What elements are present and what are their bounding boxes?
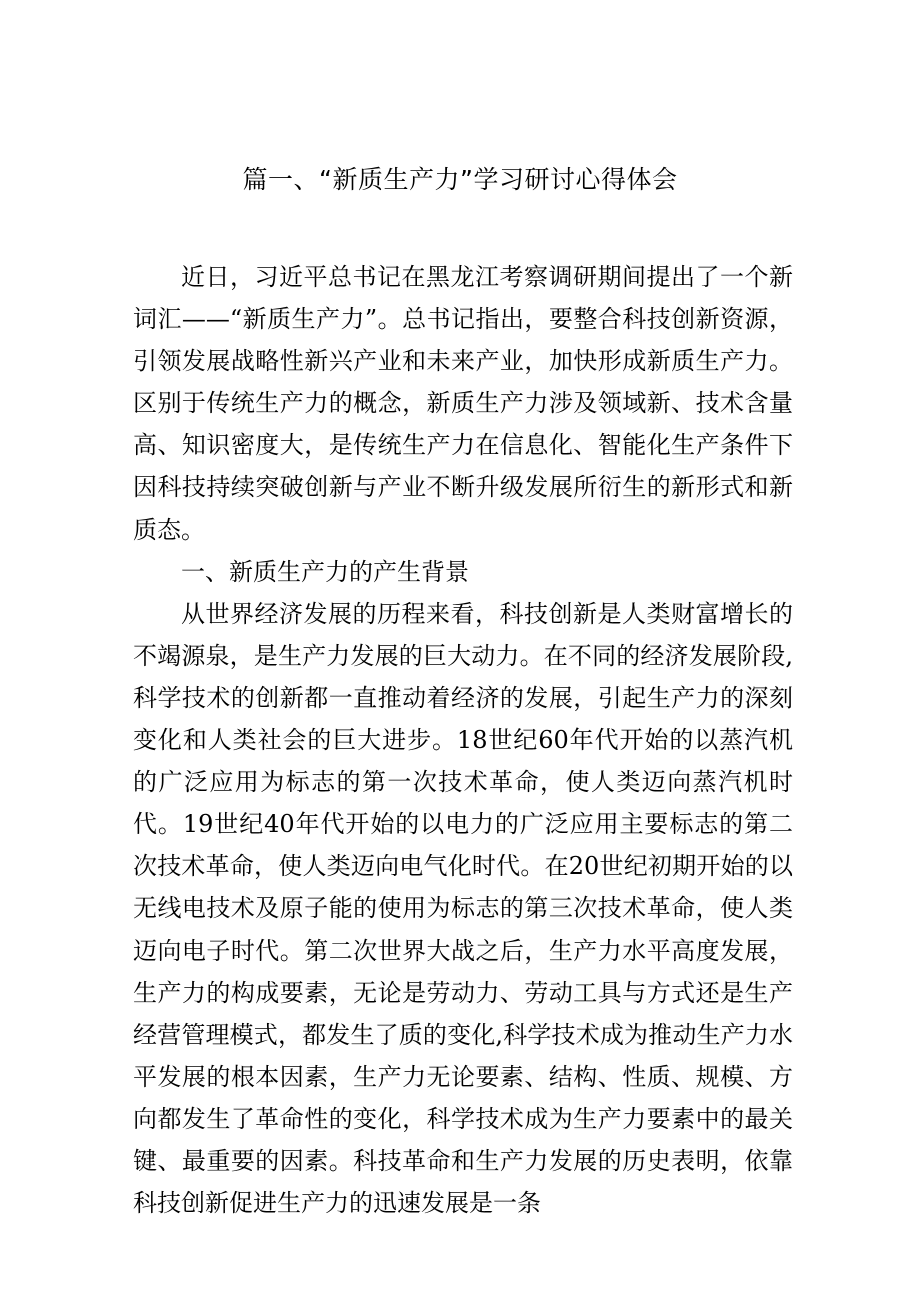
paragraph-history: 从世界经济发展的历程来看，科技创新是人类财富增长的不竭源泉，是生产力发展的巨大动力。在不同的经济发展阶段,科学技术的创新都一直推动着经济的发展，引起生产力的深刻变化和人类社会的巨大进步。18世纪60年代开始的以蒸汽机的广泛应用为标志的第一次技术革命，使人类迈向蒸汽机时代。19世纪40年代开始的以电力的广泛应用主要标志的第二次技术革命，使人类迈向电气化时代。在20世纪初期开始的以无线电技术及原子能的使用为标志的第三次技术革命，使人类迈向电子时代。第二次世界大战之后，生产力水平高度发展，生产力的构成要素，无论是劳动力、劳动工具与方式还是生产经营管理模式，都发生了质的变化,科学技术成为推动生产力水平发展的根本因素，生产力无论要素、结构、性质、规模、方向都发生了革命性的变化，科学技术成为生产力要素中的最关键、最重要的因素。科技革命和生产力发展的历史表明，依靠科技创新促进生产力的迅速发展是一条 xyxy=(133,599,793,1218)
section-heading-background: 一、新质生产力的产生背景 xyxy=(181,557,469,586)
paragraph-intro: 近日，习近平总书记在黑龙江考察调研期间提出了一个新词汇——“新质生产力”。总书记指出，要整合科技创新资源，引领发展战略性新兴产业和未来产业，加快形成新质生产力。区别于传统生产力的概念，新质生产力涉及领域新、技术含量高、知识密度大，是传统生产力在信息化、智能化生产条件下因科技持续突破创新与产业不断升级发展所衍生的新形式和新质态。 xyxy=(133,263,793,544)
document-body xyxy=(133,256,793,1224)
document-title: 篇一、“新质生产力”学习研讨心得体会 xyxy=(242,165,678,194)
